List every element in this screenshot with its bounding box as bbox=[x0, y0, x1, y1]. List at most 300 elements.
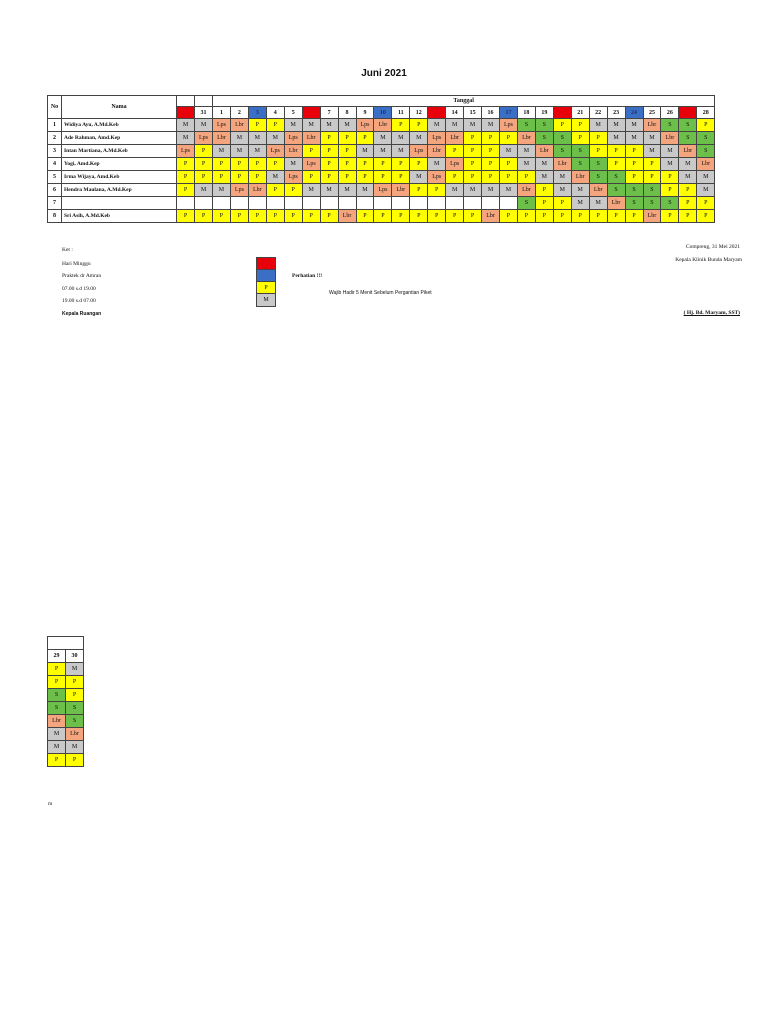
shift-cell: S bbox=[48, 689, 66, 702]
shift-cell: P bbox=[356, 132, 374, 145]
staff-name: Ade Rahman, Amd.Kep bbox=[62, 132, 177, 145]
day-header-23: 21 bbox=[571, 107, 589, 119]
shift-cell: P bbox=[500, 158, 518, 171]
shift-cell: P bbox=[66, 676, 84, 689]
shift-cell: P bbox=[679, 210, 697, 223]
shift-cell: P bbox=[320, 132, 338, 145]
shift-cell: P bbox=[338, 171, 356, 184]
shift-cell: S bbox=[679, 132, 697, 145]
continuation-row bbox=[48, 741, 84, 754]
shift-cell: M bbox=[517, 145, 535, 158]
shift-cell: S bbox=[697, 132, 715, 145]
shift-cell bbox=[320, 197, 338, 210]
shift-cell: M bbox=[320, 184, 338, 197]
shift-cell: M bbox=[500, 184, 518, 197]
shift-cell: P bbox=[338, 158, 356, 171]
shift-cell: M bbox=[48, 728, 66, 741]
shift-cell: P bbox=[248, 119, 266, 132]
shift-cell: M bbox=[248, 132, 266, 145]
shift-cell: S bbox=[679, 119, 697, 132]
shift-cell: M bbox=[195, 184, 213, 197]
shift-cell: P bbox=[679, 184, 697, 197]
header-blank-1 bbox=[177, 96, 195, 107]
staff-name: Hendra Maulana, A.Md.Kep bbox=[62, 184, 177, 197]
shift-cell: P bbox=[410, 119, 428, 132]
shift-cell: P bbox=[48, 676, 66, 689]
day-header-13: 11 bbox=[392, 107, 410, 119]
shift-cell: Lbr bbox=[213, 132, 231, 145]
shift-cell: M bbox=[284, 158, 302, 171]
ket-item-pagi: 07.00 s.d 19.00 bbox=[62, 286, 96, 292]
shift-cell: P bbox=[338, 145, 356, 158]
shift-cell: P bbox=[302, 171, 320, 184]
shift-cell: P bbox=[374, 171, 392, 184]
staff-name: Widiya Ayu, A.Md.Keb bbox=[62, 119, 177, 132]
shift-cell: P bbox=[500, 171, 518, 184]
shift-cell: M bbox=[589, 197, 607, 210]
shift-cell: S bbox=[589, 171, 607, 184]
table-row bbox=[48, 184, 715, 197]
day-header-20: 18 bbox=[517, 107, 535, 119]
shift-cell: P bbox=[482, 132, 500, 145]
shift-cell: P bbox=[195, 171, 213, 184]
shift-cell bbox=[302, 197, 320, 210]
shift-cell: P bbox=[464, 158, 482, 171]
shift-cell: M bbox=[535, 171, 553, 184]
day-header-27: 25 bbox=[643, 107, 661, 119]
row-number: 5 bbox=[48, 171, 62, 184]
shift-cell: Lbr bbox=[446, 132, 464, 145]
shift-cell: M bbox=[195, 119, 213, 132]
shift-cell: P bbox=[625, 145, 643, 158]
shift-cell: M bbox=[625, 119, 643, 132]
shift-cell: Lps bbox=[266, 145, 284, 158]
shift-cell: P bbox=[302, 145, 320, 158]
shift-cell bbox=[446, 197, 464, 210]
shift-cell: P bbox=[284, 210, 302, 223]
shift-cell: M bbox=[482, 119, 500, 132]
row-number: 2 bbox=[48, 132, 62, 145]
shift-cell: P bbox=[697, 197, 715, 210]
shift-cell: M bbox=[230, 132, 248, 145]
day-header-10: 8 bbox=[338, 107, 356, 119]
row-number: 7 bbox=[48, 197, 62, 210]
continuation-row bbox=[48, 689, 84, 702]
shift-cell: M bbox=[302, 119, 320, 132]
shift-cell: Lps bbox=[284, 171, 302, 184]
table-row bbox=[48, 145, 715, 158]
shift-cell: P bbox=[535, 184, 553, 197]
shift-cell: S bbox=[517, 197, 535, 210]
table-row bbox=[48, 132, 715, 145]
day-header-19: 17 bbox=[500, 107, 518, 119]
shift-cell: Lps bbox=[500, 119, 518, 132]
table-row bbox=[48, 197, 715, 210]
shift-cell: P bbox=[589, 210, 607, 223]
shift-cell: P bbox=[177, 210, 195, 223]
shift-cell: P bbox=[643, 158, 661, 171]
shift-cell: M bbox=[589, 119, 607, 132]
shift-cell: P bbox=[230, 171, 248, 184]
shift-cell: P bbox=[571, 119, 589, 132]
shift-cell: Lbr bbox=[607, 197, 625, 210]
shift-cell: P bbox=[571, 132, 589, 145]
shift-cell: P bbox=[284, 184, 302, 197]
shift-cell: M bbox=[571, 184, 589, 197]
shift-cell: M bbox=[661, 158, 679, 171]
shift-cell bbox=[266, 197, 284, 210]
shift-cell: P bbox=[320, 158, 338, 171]
shift-cell: P bbox=[571, 210, 589, 223]
shift-cell: S bbox=[643, 184, 661, 197]
shift-cell: Lps bbox=[356, 119, 374, 132]
shift-cell: Lps bbox=[446, 158, 464, 171]
shift-cell: Lbr bbox=[374, 119, 392, 132]
day-header-21: 19 bbox=[535, 107, 553, 119]
shift-cell: S bbox=[553, 145, 571, 158]
shift-cell: P bbox=[66, 754, 84, 767]
ket-item-minggu: Hari Minggu bbox=[62, 261, 91, 267]
row-number: 3 bbox=[48, 145, 62, 158]
shift-cell: S bbox=[625, 184, 643, 197]
shift-cell: M bbox=[446, 119, 464, 132]
day-header-9: 7 bbox=[320, 107, 338, 119]
shift-cell: P bbox=[446, 171, 464, 184]
shift-cell: P bbox=[266, 119, 284, 132]
shift-cell: M bbox=[464, 119, 482, 132]
shift-cell: P bbox=[248, 158, 266, 171]
shift-cell bbox=[410, 197, 428, 210]
shift-cell: M bbox=[284, 119, 302, 132]
shift-cell: M bbox=[374, 132, 392, 145]
shift-cell: P bbox=[535, 197, 553, 210]
shift-cell: M bbox=[428, 158, 446, 171]
ket-label: Ket : bbox=[62, 247, 73, 253]
shift-cell: P bbox=[446, 145, 464, 158]
shift-cell: M bbox=[66, 663, 84, 676]
shift-cell: M bbox=[643, 145, 661, 158]
shift-cell: M bbox=[177, 132, 195, 145]
shift-cell: S bbox=[66, 702, 84, 715]
shift-cell: P bbox=[195, 210, 213, 223]
day-header-16: 14 bbox=[446, 107, 464, 119]
shift-cell: Lbr bbox=[517, 184, 535, 197]
continuation-row bbox=[48, 663, 84, 676]
shift-cell bbox=[248, 197, 266, 210]
day-header-22: 20 bbox=[553, 107, 571, 119]
shift-cell: P bbox=[625, 158, 643, 171]
shift-cell: M bbox=[356, 145, 374, 158]
shift-cell: M bbox=[697, 171, 715, 184]
shift-cell: M bbox=[320, 119, 338, 132]
shift-cell: M bbox=[535, 158, 553, 171]
header-nama: Nama bbox=[62, 96, 177, 119]
shift-cell: P bbox=[446, 210, 464, 223]
day-header-6: 4 bbox=[266, 107, 284, 119]
shift-cell: M bbox=[697, 184, 715, 197]
shift-cell: M bbox=[643, 132, 661, 145]
shift-cell: P bbox=[410, 184, 428, 197]
day-header-3: 1 bbox=[213, 107, 231, 119]
shift-cell bbox=[284, 197, 302, 210]
kepala-ruangan-label: Kepala Ruangan bbox=[62, 311, 102, 317]
shift-cell: Lbr bbox=[66, 728, 84, 741]
shift-cell: P bbox=[553, 197, 571, 210]
legend-swatch-malam: M bbox=[256, 293, 276, 307]
shift-cell: S bbox=[535, 119, 553, 132]
shift-cell: M bbox=[213, 145, 231, 158]
shift-cell: P bbox=[392, 210, 410, 223]
day-header-2: 31 bbox=[195, 107, 213, 119]
shift-cell: P bbox=[356, 171, 374, 184]
row-number: 8 bbox=[48, 210, 62, 223]
shift-cell: M bbox=[230, 145, 248, 158]
shift-cell: P bbox=[374, 210, 392, 223]
shift-cell: Lps bbox=[428, 171, 446, 184]
shift-cell: Lbr bbox=[571, 171, 589, 184]
shift-cell: P bbox=[607, 210, 625, 223]
shift-cell: P bbox=[661, 210, 679, 223]
day-header-24: 22 bbox=[589, 107, 607, 119]
shift-cell: P bbox=[195, 158, 213, 171]
shift-cell bbox=[392, 197, 410, 210]
shift-cell: P bbox=[589, 132, 607, 145]
shift-cell: P bbox=[500, 132, 518, 145]
day-header-4: 2 bbox=[230, 107, 248, 119]
shift-cell: Lps bbox=[177, 145, 195, 158]
shift-cell: P bbox=[607, 145, 625, 158]
shift-cell: M bbox=[661, 145, 679, 158]
shift-cell: Lbr bbox=[535, 145, 553, 158]
header-row-top bbox=[48, 96, 715, 107]
shift-cell: P bbox=[266, 210, 284, 223]
shift-cell: M bbox=[482, 184, 500, 197]
shift-cell: P bbox=[661, 171, 679, 184]
shift-cell: S bbox=[661, 119, 679, 132]
shift-cell: M bbox=[679, 158, 697, 171]
day-header-29: 27 bbox=[679, 107, 697, 119]
shift-cell: Lps bbox=[195, 132, 213, 145]
shift-cell: P bbox=[320, 171, 338, 184]
table-row bbox=[48, 158, 715, 171]
shift-cell: P bbox=[464, 210, 482, 223]
shift-cell bbox=[195, 197, 213, 210]
shift-cell: P bbox=[392, 158, 410, 171]
signature-name: ( Hj. Bd. Maryam, SST) bbox=[683, 310, 740, 316]
day-header-5: 3 bbox=[248, 107, 266, 119]
shift-cell: P bbox=[410, 158, 428, 171]
continuation-spacer-row bbox=[48, 637, 84, 650]
shift-cell: S bbox=[571, 158, 589, 171]
shift-cell: P bbox=[266, 184, 284, 197]
shift-cell: M bbox=[338, 184, 356, 197]
shift-cell: P bbox=[464, 132, 482, 145]
row-number: 1 bbox=[48, 119, 62, 132]
shift-cell: P bbox=[428, 210, 446, 223]
shift-cell: M bbox=[302, 184, 320, 197]
continuation-row bbox=[48, 702, 84, 715]
shift-cell: P bbox=[482, 158, 500, 171]
shift-cell bbox=[428, 197, 446, 210]
shift-cell: S bbox=[625, 197, 643, 210]
shift-cell: P bbox=[517, 171, 535, 184]
shift-cell bbox=[230, 197, 248, 210]
shift-cell bbox=[213, 197, 231, 210]
shift-cell: M bbox=[446, 184, 464, 197]
shift-cell: P bbox=[553, 210, 571, 223]
shift-cell: P bbox=[392, 119, 410, 132]
shift-cell: P bbox=[482, 171, 500, 184]
shift-cell bbox=[177, 197, 195, 210]
shift-cell: P bbox=[177, 158, 195, 171]
shift-cell: Lps bbox=[428, 132, 446, 145]
shift-cell: Lbr bbox=[230, 119, 248, 132]
shift-cell: P bbox=[356, 210, 374, 223]
shift-cell: M bbox=[428, 119, 446, 132]
shift-cell: Lps bbox=[284, 132, 302, 145]
shift-cell: M bbox=[500, 145, 518, 158]
day-header-11: 9 bbox=[356, 107, 374, 119]
shift-cell: P bbox=[517, 210, 535, 223]
continuation-header-30: 30 bbox=[66, 650, 84, 663]
row-number: 6 bbox=[48, 184, 62, 197]
shift-cell: Lbr bbox=[248, 184, 266, 197]
shift-cell: Lbr bbox=[302, 132, 320, 145]
day-header-17: 15 bbox=[464, 107, 482, 119]
shift-cell: M bbox=[356, 184, 374, 197]
day-header-15: 13 bbox=[428, 107, 446, 119]
footer-mark: m bbox=[48, 801, 53, 807]
shift-cell: P bbox=[320, 145, 338, 158]
day-header-7: 5 bbox=[284, 107, 302, 119]
shift-cell: P bbox=[177, 184, 195, 197]
continuation-spacer bbox=[48, 637, 84, 650]
shift-cell: M bbox=[338, 119, 356, 132]
shift-cell: P bbox=[66, 689, 84, 702]
shift-cell: S bbox=[697, 145, 715, 158]
shift-cell: P bbox=[625, 171, 643, 184]
shift-cell: Lbr bbox=[697, 158, 715, 171]
shift-cell: P bbox=[500, 210, 518, 223]
shift-cell: P bbox=[482, 145, 500, 158]
shift-cell: Lps bbox=[213, 119, 231, 132]
shift-cell: S bbox=[48, 702, 66, 715]
shift-cell bbox=[338, 197, 356, 210]
continuation-row bbox=[48, 715, 84, 728]
header-tanggal: Tanggal bbox=[213, 96, 715, 107]
continuation-row bbox=[48, 754, 84, 767]
staff-name bbox=[62, 197, 177, 210]
row-number: 4 bbox=[48, 158, 62, 171]
day-header-25: 23 bbox=[607, 107, 625, 119]
shift-cell: Lbr bbox=[284, 145, 302, 158]
shift-cell: P bbox=[48, 754, 66, 767]
shift-cell: M bbox=[517, 158, 535, 171]
day-header-8: 6 bbox=[302, 107, 320, 119]
shift-cell: P bbox=[213, 158, 231, 171]
shift-cell: P bbox=[230, 210, 248, 223]
shift-cell: Lbr bbox=[392, 184, 410, 197]
shift-cell: P bbox=[213, 171, 231, 184]
shift-cell: M bbox=[553, 184, 571, 197]
shift-cell: S bbox=[571, 145, 589, 158]
shift-cell: M bbox=[607, 119, 625, 132]
shift-cell: P bbox=[195, 145, 213, 158]
shift-cell: S bbox=[535, 132, 553, 145]
day-header-30: 28 bbox=[697, 107, 715, 119]
shift-cell: P bbox=[428, 184, 446, 197]
shift-cell: M bbox=[374, 145, 392, 158]
continuation-table bbox=[47, 636, 84, 767]
shift-cell: Lps bbox=[410, 145, 428, 158]
shift-cell: Lbr bbox=[643, 210, 661, 223]
shift-cell: P bbox=[266, 158, 284, 171]
shift-cell: P bbox=[589, 145, 607, 158]
shift-cell: S bbox=[643, 197, 661, 210]
shift-cell: P bbox=[643, 171, 661, 184]
shift-cell: P bbox=[553, 119, 571, 132]
shift-cell: P bbox=[177, 171, 195, 184]
staff-name: Intan Martiana, A.Md.Keb bbox=[62, 145, 177, 158]
shift-cell: S bbox=[66, 715, 84, 728]
continuation-row bbox=[48, 728, 84, 741]
shift-cell bbox=[500, 197, 518, 210]
notice-text: Wajib Hadir 5 Menit Sebelum Pergantian Piket bbox=[329, 290, 432, 296]
notice-title: Perhatian !!! bbox=[292, 273, 323, 279]
shift-cell: Lbr bbox=[679, 145, 697, 158]
shift-cell: M bbox=[410, 171, 428, 184]
shift-cell: P bbox=[697, 119, 715, 132]
day-header-1: 30 bbox=[177, 107, 195, 119]
ket-item-malam: 19.00 s.d 07.00 bbox=[62, 298, 96, 304]
shift-cell: Lps bbox=[374, 184, 392, 197]
table-row bbox=[48, 171, 715, 184]
shift-cell: Lbr bbox=[661, 132, 679, 145]
signature-place-date: Compreng, 31 Mei 2021 bbox=[685, 244, 740, 250]
day-header-26: 24 bbox=[625, 107, 643, 119]
shift-cell: P bbox=[535, 210, 553, 223]
shift-cell: M bbox=[177, 119, 195, 132]
shift-cell: P bbox=[625, 210, 643, 223]
shift-cell: P bbox=[48, 663, 66, 676]
shift-cell: P bbox=[679, 197, 697, 210]
shift-cell: S bbox=[553, 132, 571, 145]
continuation-header-row bbox=[48, 650, 84, 663]
page-title: Juni 2021 bbox=[361, 68, 407, 79]
shift-cell: Lbr bbox=[553, 158, 571, 171]
shift-cell: P bbox=[464, 145, 482, 158]
shift-cell: Lbr bbox=[517, 132, 535, 145]
shift-cell: S bbox=[517, 119, 535, 132]
shift-cell: M bbox=[48, 741, 66, 754]
shift-cell: P bbox=[410, 210, 428, 223]
shift-cell: Lbr bbox=[338, 210, 356, 223]
shift-cell: P bbox=[248, 210, 266, 223]
shift-cell: M bbox=[266, 132, 284, 145]
roster-table bbox=[47, 95, 715, 223]
staff-name: Irma Wijaya, Amd.Keb bbox=[62, 171, 177, 184]
day-header-28: 26 bbox=[661, 107, 679, 119]
shift-cell: S bbox=[661, 197, 679, 210]
shift-cell: P bbox=[697, 210, 715, 223]
shift-cell: Lbr bbox=[643, 119, 661, 132]
shift-cell: P bbox=[607, 158, 625, 171]
shift-cell bbox=[464, 197, 482, 210]
shift-cell: M bbox=[607, 132, 625, 145]
shift-cell: P bbox=[230, 158, 248, 171]
shift-cell: P bbox=[374, 158, 392, 171]
shift-cell: P bbox=[213, 210, 231, 223]
